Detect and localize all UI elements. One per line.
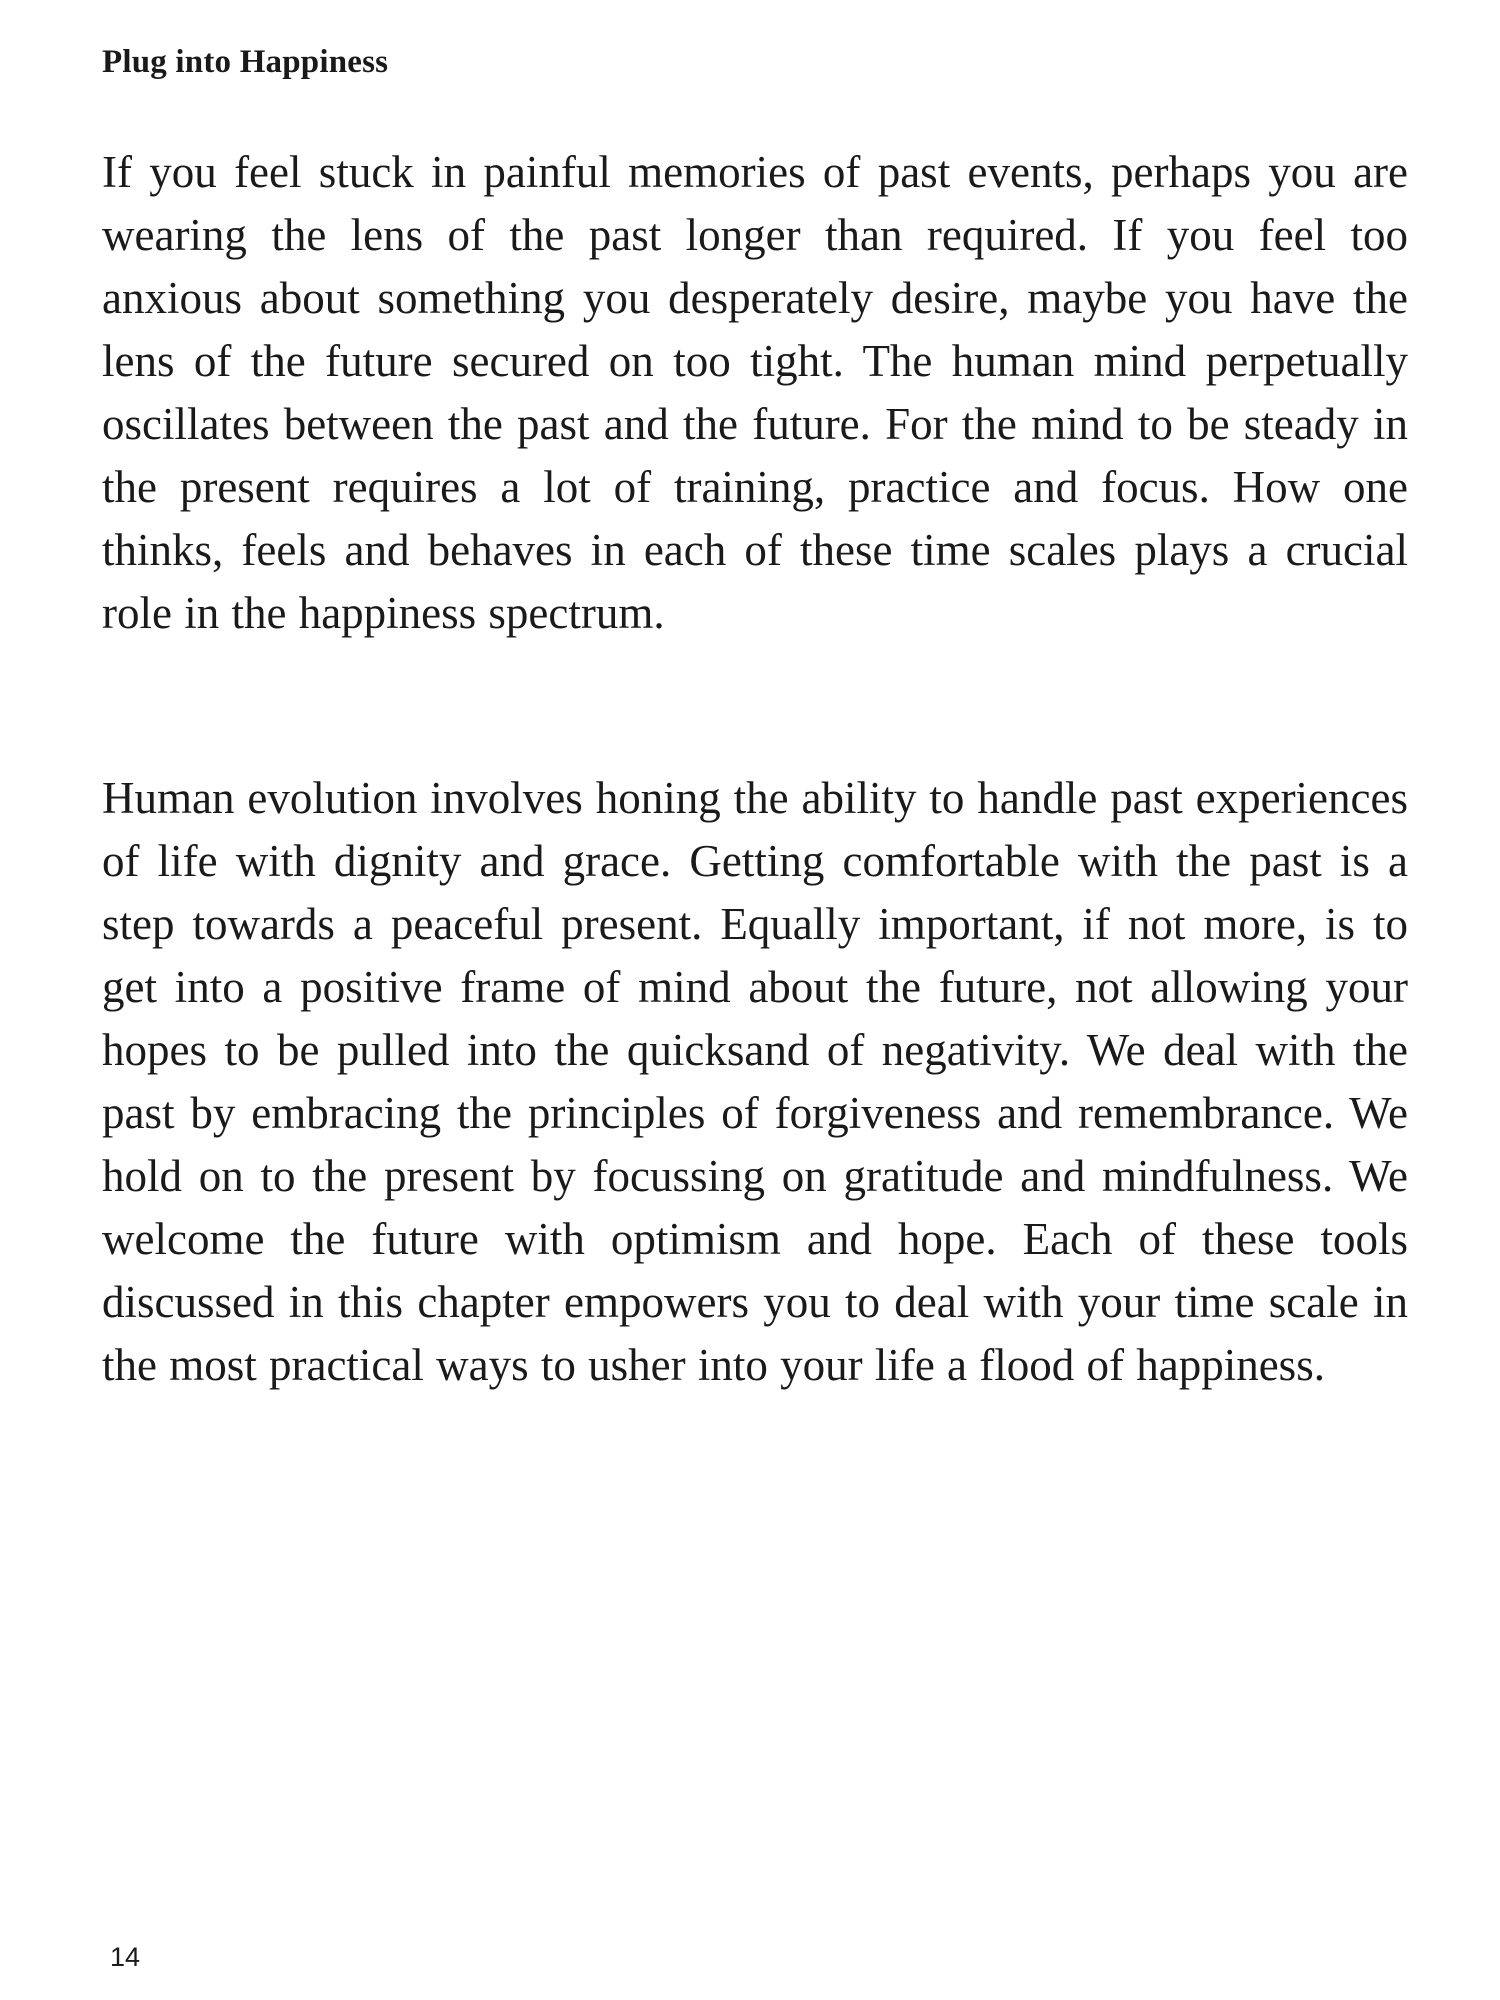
body-paragraph-2: Human evolution involves honing the ability to handle past experiences of life with dignity and grace. Getting comfortable with the past is a step towards a peaceful present. Equally important, if not more, is to get into a positive frame of mind about the future, not allowing your hopes to be pulled into the quicksand of negativity. We deal with the past by embracing the principles of forgiveness and remembrance. We hold on to the present by focussing on gratitude and mindfulness. We welcome the future with optimism and hope. Each of these tools discussed in this chapter empowers you to deal with your time scale in the most practical ways to usher into your life a flood of happiness. — [102, 773, 1408, 1390]
body-paragraph-1: If you feel stuck in painful memories of past events, perhaps you are wearing the lens of the past longer than required. If you feel too anxious about something you desperately desire, maybe you have the lens of the future secured on too tight. The human mind perpetually oscillates between the past and the future. For the mind to be steady in the present requires a lot of training, practice and focus. How one thinks, feels and behaves in each of these time scales plays a crucial role in the happiness spectrum. — [102, 147, 1408, 638]
page-number: 14 — [110, 1942, 141, 1972]
running-head-title: Plug into Happiness — [102, 44, 389, 80]
